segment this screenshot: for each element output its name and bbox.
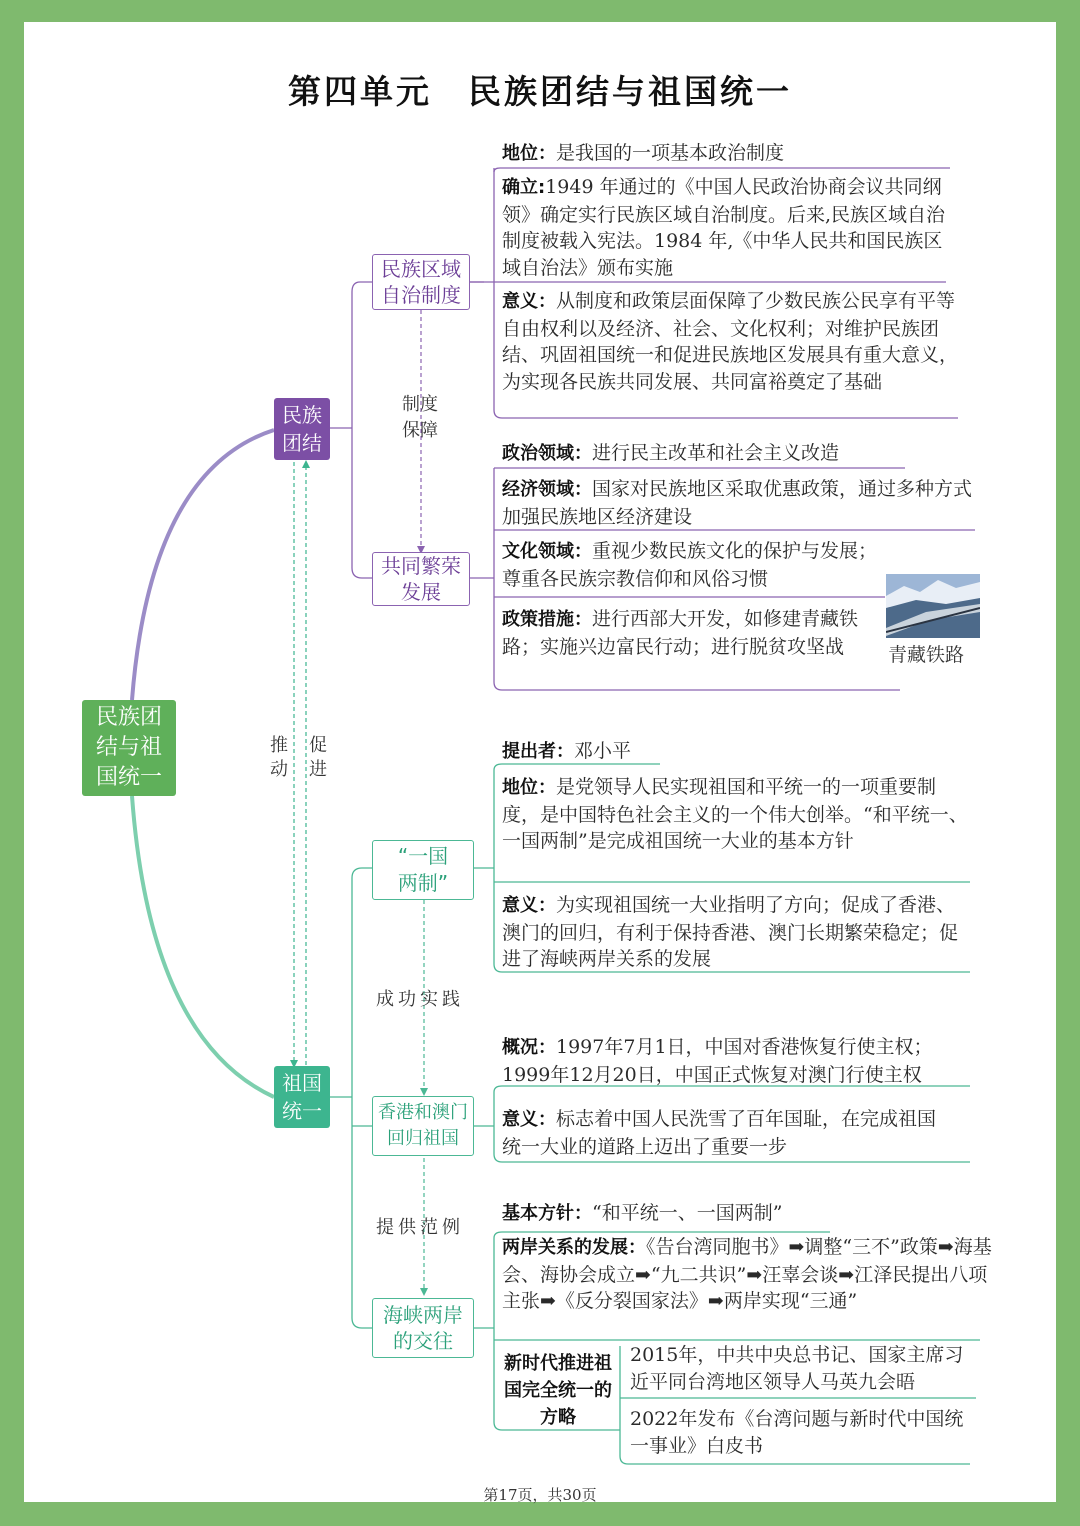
strait-newera-item2 [630, 1406, 970, 1459]
label-promote-left: 推动 [270, 735, 288, 780]
onecountry-status [502, 774, 972, 855]
onecountry-proposer-text: 邓小平 [574, 740, 632, 762]
prosper-policy-text: 进行西部大开发，如修建青藏铁路；实施兴边富民行动；进行脱贫攻坚战 [502, 608, 859, 658]
strait-development-text: 《告台湾同胞书》➡调整“三不”政策➡海基会、海协会成立➡“九二共识”➡汪辜会谈➡江泽民提出八项主张➡《反分裂国家法》➡两岸实现“三通” [502, 1236, 992, 1312]
strait-newera-item1 [630, 1342, 980, 1395]
prosper-political-label: 政治领域： [502, 443, 592, 464]
bracket-unity [352, 282, 372, 578]
prosper-economic-text: 国家对民族地区采取优惠政策，通过多种方式加强民族地区经济建设 [502, 478, 973, 528]
photo-caption: 青藏铁路 [888, 644, 965, 666]
node-autonomy-label: 民族区域自治制度 [381, 257, 461, 307]
hkmacau-overview-text: 1997年7月1日，中国对香港恢复行使主权；1999年12月20日，中国正式恢复对澳门行使主权 [502, 1036, 933, 1086]
hkmacau-meaning-label: 意义： [502, 1109, 556, 1130]
onecountry-meaning-label: 意义： [502, 895, 556, 916]
node-strait-label: 海峡两岸的交往 [383, 1303, 463, 1353]
strait-newera-item1-text: 2015年，中共中央总书记、国家主席习近平同台湾地区领导人马英九会晤 [630, 1344, 964, 1393]
autonomy-status-text: 是我国的一项基本政治制度 [556, 142, 785, 164]
prosper-political-text: 进行民主改革和社会主义改造 [592, 442, 840, 464]
prosper-political [502, 440, 912, 468]
prosper-cultural [502, 538, 882, 592]
arc-to-reunify [132, 796, 274, 1097]
onecountry-proposer-label: 提出者： [502, 741, 574, 762]
arc-to-unity [132, 430, 274, 700]
node-strait [372, 1298, 474, 1358]
node-onecountry-label: “一国两制” [397, 844, 449, 895]
node-hkmacau [372, 1096, 474, 1156]
node-onecountry [372, 840, 474, 900]
strait-development-label: 两岸关系的发展： [502, 1237, 646, 1258]
autonomy-status [502, 140, 952, 168]
prosper-policy [502, 606, 882, 660]
autonomy-meaning-text: 从制度和政策层面保障了少数民族公民享有平等自由权利以及经济、社会、文化权利；对维护民族团结、巩固祖国统一和促进民族地区发展具有重大意义，为实现各民族共同发展、共同富裕奠定了基础 [502, 290, 959, 393]
autonomy-meaning-label: 意义： [502, 291, 556, 312]
autonomy-establish-label: 确立: [502, 177, 546, 198]
bracket-reunify [352, 868, 372, 1328]
strait-policy-text: “和平统一、一国两制” [592, 1202, 783, 1224]
autonomy-status-label: 地位： [502, 143, 556, 164]
page-footer: 第17页，共30页 [483, 1486, 597, 1504]
strait-newera-item2-text: 2022年发布《台湾问题与新时代中国统一事业》白皮书 [630, 1408, 964, 1457]
hkmacau-meaning-text: 标志着中国人民洗雪了百年国耻，在完成祖国统一大业的道路上迈出了重要一步 [502, 1108, 937, 1158]
strait-policy-label: 基本方针： [502, 1203, 592, 1224]
label-promote-right: 促进 [309, 735, 327, 780]
onecountry-meaning [502, 892, 972, 973]
strait-newera-label [500, 1350, 616, 1431]
strait-policy [502, 1200, 862, 1228]
page-title: 第四单元 民族团结与祖国统一 [288, 72, 792, 111]
onecountry-status-label: 地位： [502, 777, 556, 798]
label-provide-example: 提供范例 [376, 1217, 464, 1238]
node-hkmacau-label: 香港和澳门回归祖国 [378, 1102, 468, 1149]
autonomy-establish-text: 1949 年通过的《中国人民政治协商会议共同纲领》确定实行民族区域自治制度。后来,民族区域自治制度被载入宪法。1984 年,《中华人民共和国民族区域自治法》颁布实施 [502, 176, 946, 279]
qinghai-tibet-railway-photo [886, 574, 980, 638]
hkmacau-overview-label: 概况： [502, 1037, 556, 1058]
prosper-economic [502, 476, 972, 530]
prosper-cultural-label: 文化领域： [502, 541, 592, 562]
onecountry-proposer [502, 738, 802, 766]
node-prosper-label: 共同繁荣发展 [381, 554, 461, 604]
node-unity [274, 398, 330, 460]
onecountry-status-text: 是党领导人民实现祖国和平统一的一项重要制度，是中国特色社会主义的一个伟大创举。“和平统一、一国两制”是完成祖国统一大业的基本方针 [502, 776, 968, 852]
node-autonomy [372, 254, 470, 310]
prosper-policy-label: 政策措施： [502, 609, 592, 630]
node-unity-label: 民族团结 [282, 403, 322, 455]
autonomy-meaning [502, 288, 958, 395]
node-reunify-label: 祖国统一 [282, 1071, 322, 1123]
node-reunify [274, 1066, 330, 1128]
onecountry-meaning-text: 为实现祖国统一大业指明了方向；促成了香港、澳门的回归，有利于保持香港、澳门长期繁荣稳定；促进了海峡两岸关系的发展 [502, 894, 959, 970]
prosper-economic-label: 经济领域： [502, 479, 592, 500]
label-success-practice: 成功实践 [376, 989, 464, 1010]
label-system-guarantee: 制度保障 [402, 394, 438, 441]
hkmacau-meaning [502, 1106, 952, 1160]
node-prosper [372, 552, 470, 606]
prosper-cultural-text: 重视少数民族文化的保护与发展；尊重各民族宗教信仰和风俗习惯 [502, 540, 878, 590]
autonomy-establish [502, 174, 948, 281]
strait-development [502, 1234, 1002, 1315]
hkmacau-overview [502, 1034, 972, 1088]
root-label: 民族团结与祖国统一 [95, 705, 162, 790]
root-node [82, 700, 176, 796]
strait-newera-label-text: 新时代推进祖国完全统一的方略 [504, 1353, 612, 1428]
